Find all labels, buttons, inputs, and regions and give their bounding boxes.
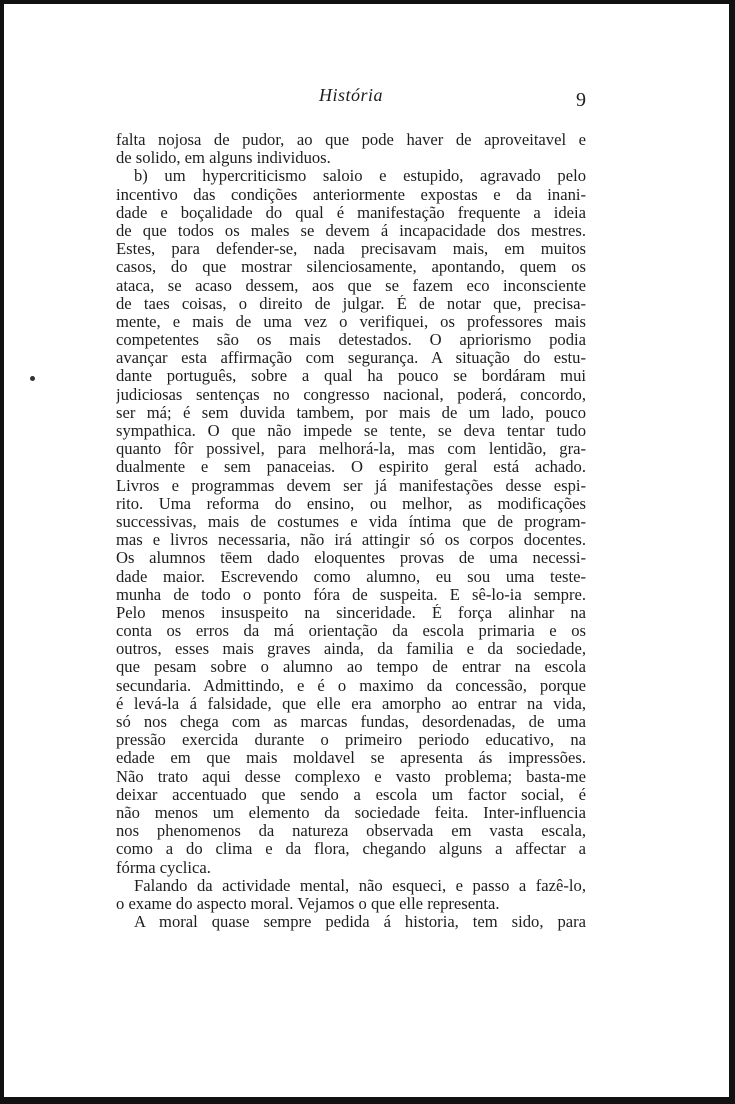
text-line: de que todos os males se devem á incapacidade dos mestres. — [116, 221, 586, 240]
text-line: casos, do que mostrar silenciosamente, apontando, quem os — [116, 258, 586, 277]
text-line: o exame do aspecto moral. Vejamos o que elle representa. — [116, 894, 500, 913]
text-line: sympathica. O que não impede se tente, se deva tentar tudo — [116, 422, 586, 440]
text-line: Não trato aqui desse complexo e vasto problema; basta-me — [116, 767, 586, 786]
text-line: outros, esses mais graves ainda, da familia e da sociedade, — [116, 640, 586, 659]
text-line: munha de todo o ponto fóra de suspeita. E sê-lo-ia sempre. — [116, 585, 586, 604]
text-line: b) um hypercriticismo saloio e estupido, agravado pelo — [134, 167, 586, 186]
text-line: é levá-la á falsidade, que elle era amorpho ao entrar na vida, — [116, 694, 586, 713]
text-line: rito. Uma reforma do ensino, ou melhor, as modificações — [116, 494, 586, 513]
text-line: que pesam sobre o alumno ao tempo de entrar na escola — [116, 658, 586, 677]
text-line: incentivo das condições anteriormente expostas e da inani- — [116, 185, 586, 204]
margin-mark — [30, 376, 35, 381]
text-line: dade maior. Escrevendo como alumno, eu sou uma teste- — [116, 567, 586, 586]
text-line: mente, e mais de uma vez o verifiquei, os professores mais — [116, 312, 586, 331]
body-text — [116, 131, 586, 931]
text-line: só nos chega com as marcas fundas, desordenadas, de uma — [116, 713, 586, 731]
text-line: Estes, para defender-se, nada precisavam mais, em muitos — [116, 240, 586, 259]
text-line: ataca, se acaso dessem, aos que se fazem eco inconsciente — [116, 276, 586, 295]
running-header — [116, 85, 586, 111]
text-line: successivas, mais de costumes e vida íntima que de program- — [116, 512, 586, 531]
page-number: 9 — [576, 89, 586, 111]
text-line: de solido, em alguns individuos. — [116, 149, 331, 168]
text-line: não menos um elemento da sociedade feita. Inter-influencia — [116, 803, 586, 822]
text-line: judiciosas sentenças no congresso nacional, poderá, concordo, — [116, 385, 586, 404]
text-line: Falando da actividade mental, não esqueci, e passo a fazê-lo, — [134, 876, 586, 895]
text-line: quanto fôr possivel, para melhorá-la, mas com lentidão, gra- — [116, 440, 586, 459]
text-line: secundaria. Admittindo, e é o maximo da concessão, porque — [116, 676, 586, 695]
text-line: ser má; é sem duvida tambem, por mais de um lado, pouco — [116, 403, 586, 422]
text-line: mas e livros necessaria, não irá attingir só os corpos docentes. — [116, 531, 586, 550]
text-line: Pelo menos insuspeito na sinceridade. É força alinhar na — [116, 603, 586, 622]
text-line: pressão exercida durante o primeiro periodo educativo, na — [116, 731, 586, 750]
text-line: dade e boçalidade do qual é manifestação frequente a ideia — [116, 203, 586, 222]
text-line: conta os erros da má orientação da escola primaria e os — [116, 622, 586, 641]
text-line: Livros e programmas devem ser já manifestações desse espi- — [116, 476, 586, 495]
running-title: História — [318, 85, 383, 105]
text-line: competentes são os mais detestados. O apriorismo podia — [116, 331, 586, 350]
text-line: como a do clima e da flora, chegando alguns a affectar a — [116, 840, 586, 859]
text-line: fórma cyclica. — [116, 858, 211, 877]
text-line: dante português, sobre a qual ha pouco se bordáram mui — [116, 367, 586, 386]
text-line: deixar accentuado que sendo a escola um factor social, é — [116, 785, 586, 804]
text-line: Os alumnos tēem dado eloquentes provas de uma necessi- — [116, 549, 586, 568]
text-line: A moral quase sempre pedida á historia, tem sido, para — [134, 913, 586, 932]
text-line: de taes coisas, o direito de julgar. É de notar que, precisa- — [116, 294, 586, 313]
text-line: edade em que mais moldavel se apresenta ás impressões. — [116, 749, 586, 768]
text-line: dualmente e sem panaceias. O espirito geral está achado. — [116, 458, 586, 477]
text-line: falta nojosa de pudor, ao que pode haver de aproveitavel e — [116, 131, 586, 149]
text-line: nos phenomenos da natureza observada em vasta escala, — [116, 822, 586, 841]
text-line: avançar esta affirmação com segurança. A situação do estu- — [116, 349, 586, 368]
